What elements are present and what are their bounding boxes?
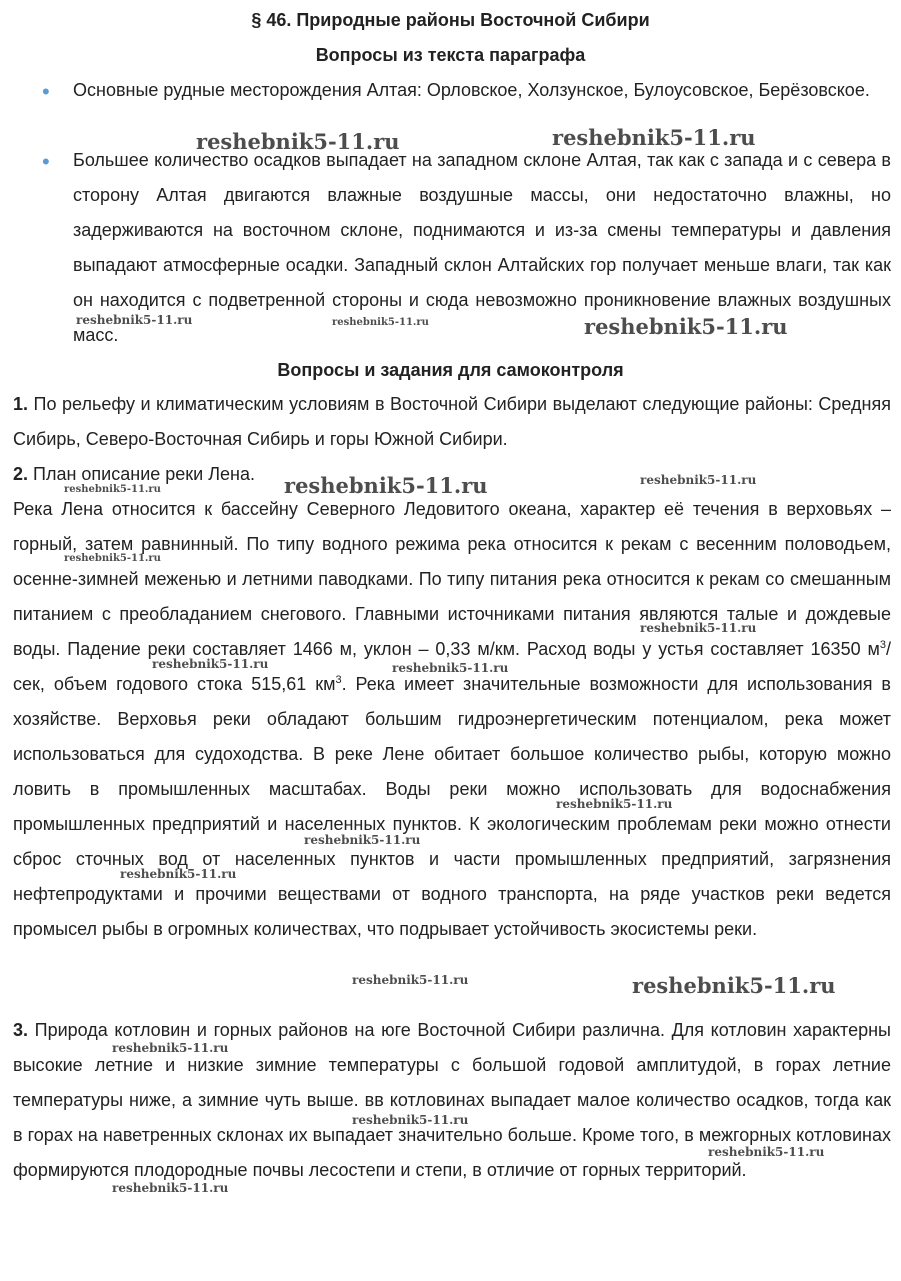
answer-number: 1.	[13, 394, 29, 414]
watermark: reshebnik5-11.ru	[640, 621, 757, 635]
watermark: reshebnik5-11.ru	[112, 1041, 229, 1055]
watermark: reshebnik5-11.ru	[352, 973, 469, 987]
answer-text: План описание реки Лена.	[33, 464, 255, 484]
answer-text: Природа котловин и горных районов на юге Восточной Сибири различна. Для котловин характерны высокие летние и низкие зимние температуры с большой годовой амплитудой, в горах летние температуры ниже, а зимние чуть выше. вв котловинах выпадает малое количество осадков, тогда как в горах на наветренных склонах их выпадает значительно больше. Кроме того, в межгорных котловинах формируются плодородные почвы лесостепи и степи, в отличие от горных территорий.	[13, 1020, 891, 1180]
watermark: reshebnik5-11.ru	[640, 473, 757, 487]
bullet-dot-icon: •	[42, 79, 50, 104]
watermark: reshebnik5-11.ru	[352, 1113, 469, 1127]
bullet-dot-icon: •	[42, 149, 50, 174]
bullet-item: Большее количество осадков выпадает на западном склоне Алтая, так как с запада и с севера в сторону Алтая двигаются влажные воздушные массы, они недостаточно влажны, но задерживаются на восточном склоне, поднимаются и из-за смены температуры и давления выпадают атмосферные осадки. Западный склон Алтайских гор получает меньше влаги, так как он находится с подветренной стороны и сюда невозможно проникновение влажных воздушных масс.	[73, 150, 891, 345]
section-title-self-control: Вопросы и задания для самоконтроля	[277, 360, 624, 380]
watermark: reshebnik5-11.ru	[120, 867, 237, 881]
answer-number: 2.	[13, 464, 29, 484]
answer-text: По рельефу и климатическим условиям в Восточной Сибири выделают следующие районы: Средняя Сибирь, Северо-Восточная Сибирь и горы Южной Сибири.	[13, 394, 891, 449]
watermark: reshebnik5-11.ru	[552, 125, 756, 150]
watermark: reshebnik5-11.ru	[584, 314, 788, 339]
watermark: reshebnik5-11.ru	[708, 1145, 825, 1159]
superscript: 3	[879, 639, 886, 651]
answer-1	[13, 387, 891, 457]
watermark: reshebnik5-11.ru	[64, 553, 161, 564]
superscript: 3	[335, 674, 342, 686]
answer-text: Река Лена относится к бассейну Северного Ледовитого океана, характер её течения в верховьях – горный, затем равнинный. По типу водного режима река относится к рекам с весенним половодьем, осенне-зимней меженью и летними паводками. По типу питания река относится к рекам со смешанным питанием с преобладанием снегового. Главными источниками питания являются талые и дождевые воды. Падение реки составляет 1466 м, уклон – 0,33 м/км. Расход воды у устья составляет 16350 м	[13, 499, 891, 659]
answer-number: 3.	[13, 1020, 29, 1040]
watermark: reshebnik5-11.ru	[632, 973, 836, 998]
watermark: reshebnik5-11.ru	[284, 473, 488, 498]
watermark: reshebnik5-11.ru	[332, 317, 429, 328]
watermark: reshebnik5-11.ru	[76, 313, 193, 327]
answer-text: /сек, объем годового стока 515,61 км	[13, 639, 891, 694]
answer-text: . Река имеет значительные возможности для использования в хозяйстве. Верховья реки обладают большим гидроэнергетическим потенциалом, река может использоваться для судоходства. В реке Лене обитает большое количество рыбы, которую можно ловить в промышленных масштабах. Воды реки можно использовать для водоснабжения промышленных предприятий и населенных пунктов. К экологическим проблемам реки можно отнести сброс сточных вод от населенных пунктов и части промышленных предприятий, загрязнения нефтепродуктами и прочими веществами от водного транспорта, на ряде участков реки ведется промысел рыбы в огромных количествах, что подрывает устойчивость экосистемы реки.	[13, 674, 891, 939]
watermark: reshebnik5-11.ru	[112, 1181, 229, 1195]
watermark: reshebnik5-11.ru	[152, 657, 269, 671]
answer-3	[13, 1013, 891, 1188]
page-title: § 46. Природные районы Восточной Сибири	[251, 10, 650, 30]
watermark: reshebnik5-11.ru	[64, 484, 161, 495]
watermark: reshebnik5-11.ru	[556, 797, 673, 811]
bullet-item: Основные рудные месторождения Алтая: Орловское, Холзунское, Булоусовское, Берёзовское.	[73, 80, 870, 100]
watermark: reshebnik5-11.ru	[304, 833, 421, 847]
section-title-text-questions: Вопросы из текста параграфа	[315, 45, 586, 65]
watermark: reshebnik5-11.ru	[196, 129, 400, 154]
watermark: reshebnik5-11.ru	[392, 661, 509, 675]
